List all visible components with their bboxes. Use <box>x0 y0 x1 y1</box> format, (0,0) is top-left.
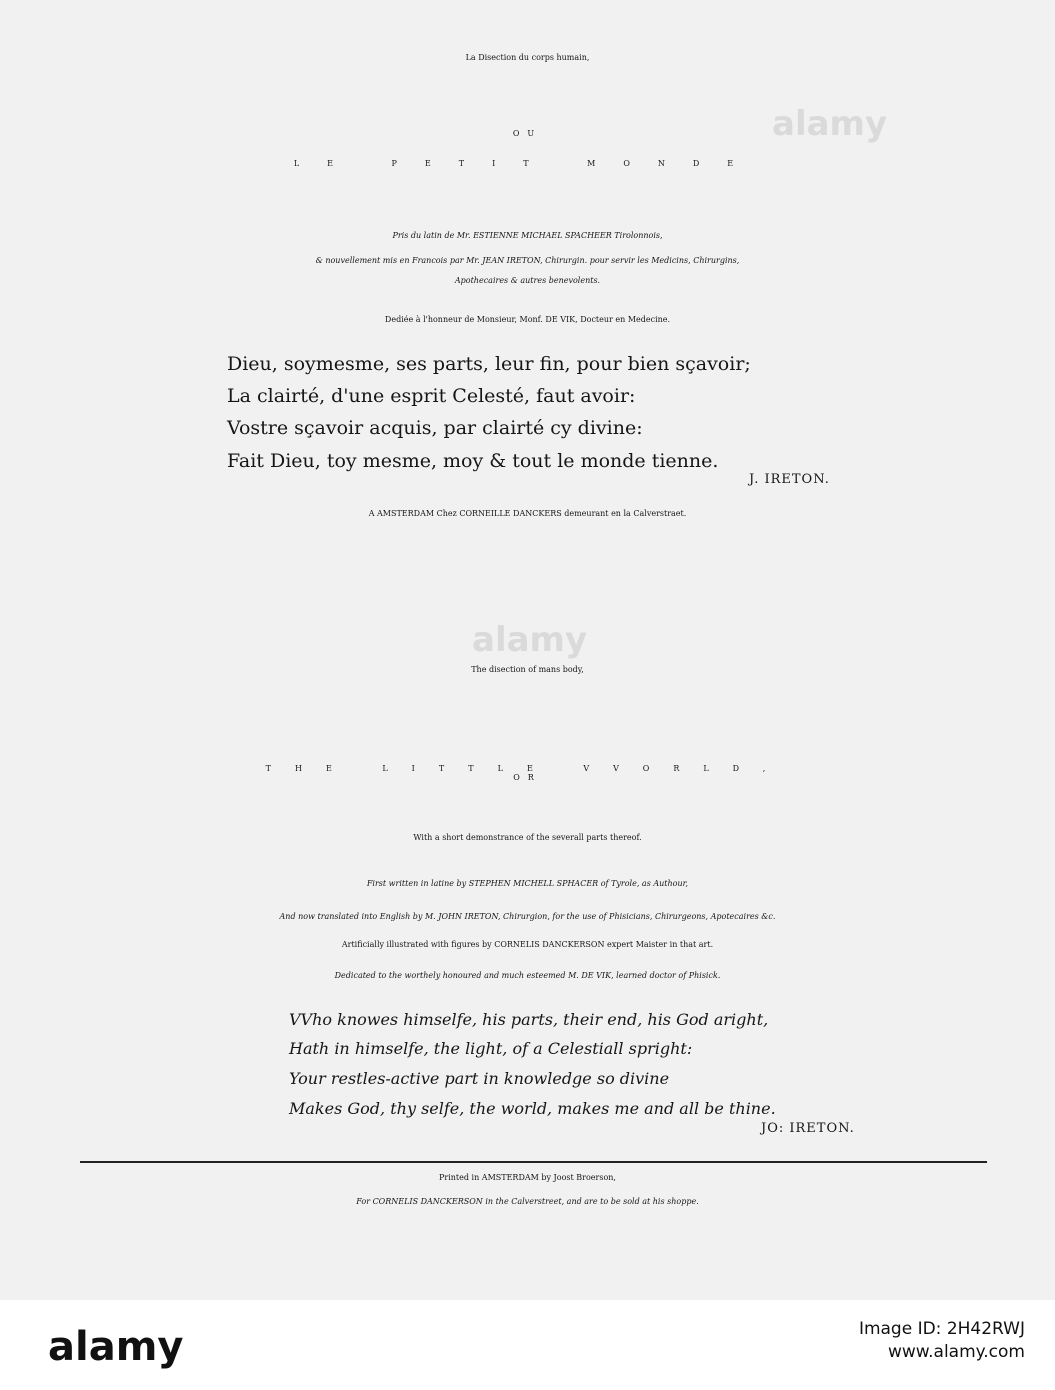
french-ou: OU <box>512 129 543 138</box>
english-with-line: With a short demonstrance of the severall parts thereof. <box>413 833 642 842</box>
english-printed-line: Printed in AMSTERDAM by Joost Broerson, <box>439 1173 616 1182</box>
english-credit-line-2: And now translated into English by M. JOHN IRETON, Chirurgion, for the use of Phisicians, Chirurgeons, Apotecaires &c. <box>279 912 776 921</box>
watermark-alamy: alamy <box>472 620 588 660</box>
french-credit-line-3: Apothecaires & autres benevolents. <box>454 276 601 285</box>
french-verse-line: Fait Dieu, toy mesme, moy & tout le monde tienne. <box>227 450 719 472</box>
english-verse-line: Hath in himselfe, the light, of a Celestiall spright: <box>289 1039 693 1058</box>
stock-banner <box>0 1300 1055 1390</box>
english-credit-line-3: Artificially illustrated with figures by CORNELIS DANCKERSON expert Maister in that art. <box>341 940 714 949</box>
french-verse-line: Vostre sçavoir acquis, par clairté cy divine: <box>227 417 643 439</box>
french-verse-line: Dieu, soymesme, ses parts, leur fin, pour bien sçavoir; <box>227 353 751 375</box>
english-signature: JO: IRETON. <box>761 1121 855 1136</box>
english-verse-line: Your restles-active part in knowledge so divine <box>289 1069 670 1088</box>
watermark-alamy: alamy <box>772 104 888 144</box>
image-id-block <box>859 1318 1025 1364</box>
image-id-label: Image ID: 2H42RWJ <box>858 1319 1025 1339</box>
french-subtitle: LE PETIT MONDE <box>293 159 762 168</box>
site-url: www.alamy.com <box>887 1341 1025 1362</box>
french-imprint: A AMSTERDAM Chez CORNEILLE DANCKERS demeurant en la Calverstraet. <box>368 509 687 518</box>
french-dedication: Dediée à l'honneur de Monsieur, Monf. DE VIK, Docteur en Medecine. <box>384 315 671 324</box>
horizontal-rule <box>80 1161 987 1163</box>
french-credit-line-1: Pris du latin de Mr. ESTIENNE MICHAEL SPACHEER Tirolonnois, <box>392 231 663 240</box>
french-credit-line-2: & nouvellement mis en Francois par Mr. JEAN IRETON, Chirurgin. pour servir les Medicins, Chirurgins, <box>315 256 740 265</box>
english-subtitle: THE LITTLE VVORLD, <box>265 764 790 773</box>
french-title: La Disection du corps humain, <box>465 53 590 62</box>
english-verse-line: VVho knowes himselfe, his parts, their end, his God aright, <box>289 1010 769 1029</box>
alamy-logo: alamy <box>48 1324 184 1370</box>
english-dedication: Dedicated to the worthely honoured and much esteemed M. DE VIK, learned doctor of Phisick. <box>334 971 721 980</box>
english-verse-line: Makes God, thy selfe, the world, makes me and all be thine. <box>289 1099 776 1118</box>
english-or: OR <box>513 773 542 782</box>
french-signature: J. IRETON. <box>749 472 830 487</box>
english-title: The disection of mans body, <box>471 665 584 674</box>
french-verse-line: La clairté, d'une esprit Celesté, faut avoir: <box>227 385 636 407</box>
english-for-line: For CORNELIS DANCKERSON in the Calverstreet, and are to be sold at his shoppe. <box>356 1197 699 1206</box>
english-credit-line-1: First written in latine by STEPHEN MICHELL SPHACER of Tyrole, as Authour, <box>366 879 689 888</box>
